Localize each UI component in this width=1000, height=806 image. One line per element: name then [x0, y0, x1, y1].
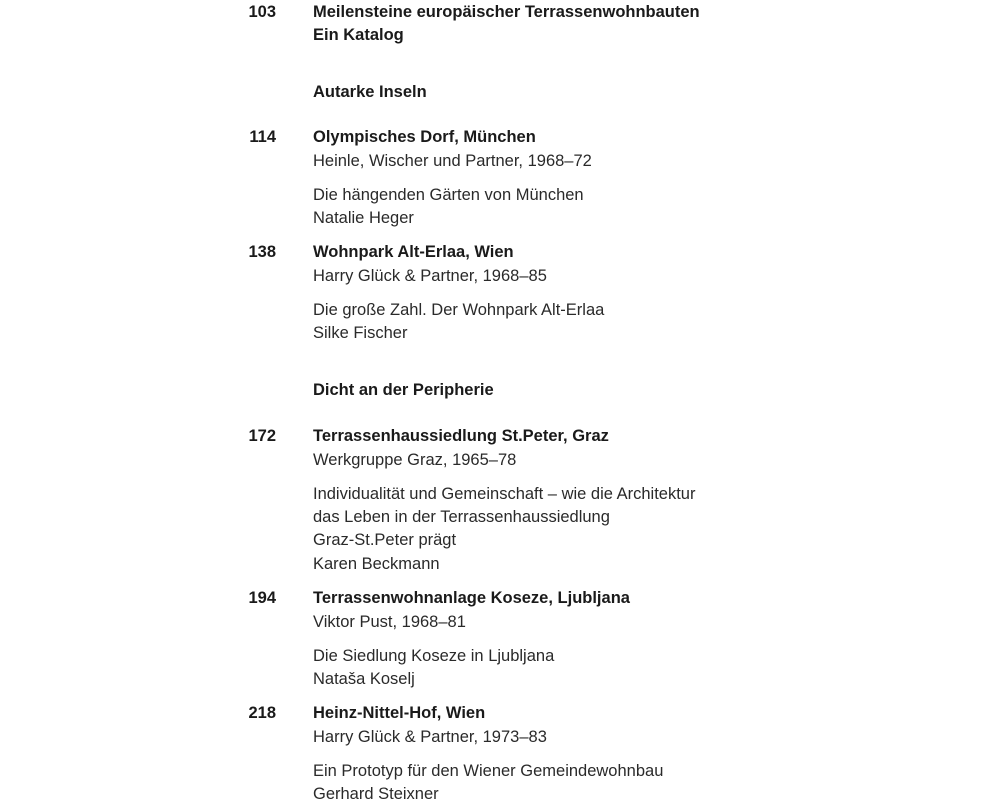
architect-credit: Werkgruppe Graz, 1965–78 [313, 451, 517, 469]
essay-title: Die hängenden Gärten von München [313, 186, 584, 204]
page-number: 103 [248, 3, 276, 21]
catalog-title-line-2: Ein Katalog [313, 26, 404, 44]
essay-title: Die Siedlung Koseze in Ljubljana [313, 647, 555, 665]
page-number: 194 [248, 589, 276, 607]
architect-credit: Harry Glück & Partner, 1968–85 [313, 267, 547, 285]
page-number: 114 [249, 128, 276, 146]
essay-title: Die große Zahl. Der Wohnpark Alt-Erlaa [313, 301, 605, 319]
project-title: Heinz-Nittel-Hof, Wien [313, 704, 486, 722]
essay-title-line-1: Individualität und Gemeinschaft – wie die Architektur [313, 485, 696, 503]
project-title: Terrassenhaussiedlung St.Peter, Graz [313, 427, 609, 445]
architect-credit: Harry Glück & Partner, 1973–83 [313, 728, 547, 746]
architect-credit: Heinle, Wischer und Partner, 1968–72 [313, 152, 592, 170]
architect-credit: Viktor Pust, 1968–81 [313, 613, 466, 631]
essay-author: Karen Beckmann [313, 555, 440, 573]
project-title: Wohnpark Alt-Erlaa, Wien [313, 243, 514, 261]
essay-author: Natalie Heger [313, 209, 414, 227]
project-title: Terrassenwohnanlage Koseze, Ljubljana [313, 589, 630, 607]
essay-title-line-3: Graz-St.Peter prägt [313, 531, 457, 549]
essay-author: Silke Fischer [313, 324, 408, 342]
page-number: 218 [248, 704, 276, 722]
section-heading: Dicht an der Peripherie [313, 381, 494, 399]
page-number: 138 [248, 243, 276, 261]
essay-author: Gerhard Steixner [313, 785, 439, 803]
section-heading: Autarke Inseln [313, 83, 427, 101]
project-title: Olympisches Dorf, München [313, 128, 536, 146]
catalog-title-line-1: Meilensteine europäischer Terrassenwohnbauten [313, 3, 700, 21]
essay-title: Ein Prototyp für den Wiener Gemeindewohnbau [313, 762, 664, 780]
essay-author: Nataša Koselj [313, 670, 415, 688]
essay-title-line-2: das Leben in der Terrassenhaussiedlung [313, 508, 610, 526]
page-number: 172 [248, 427, 276, 445]
